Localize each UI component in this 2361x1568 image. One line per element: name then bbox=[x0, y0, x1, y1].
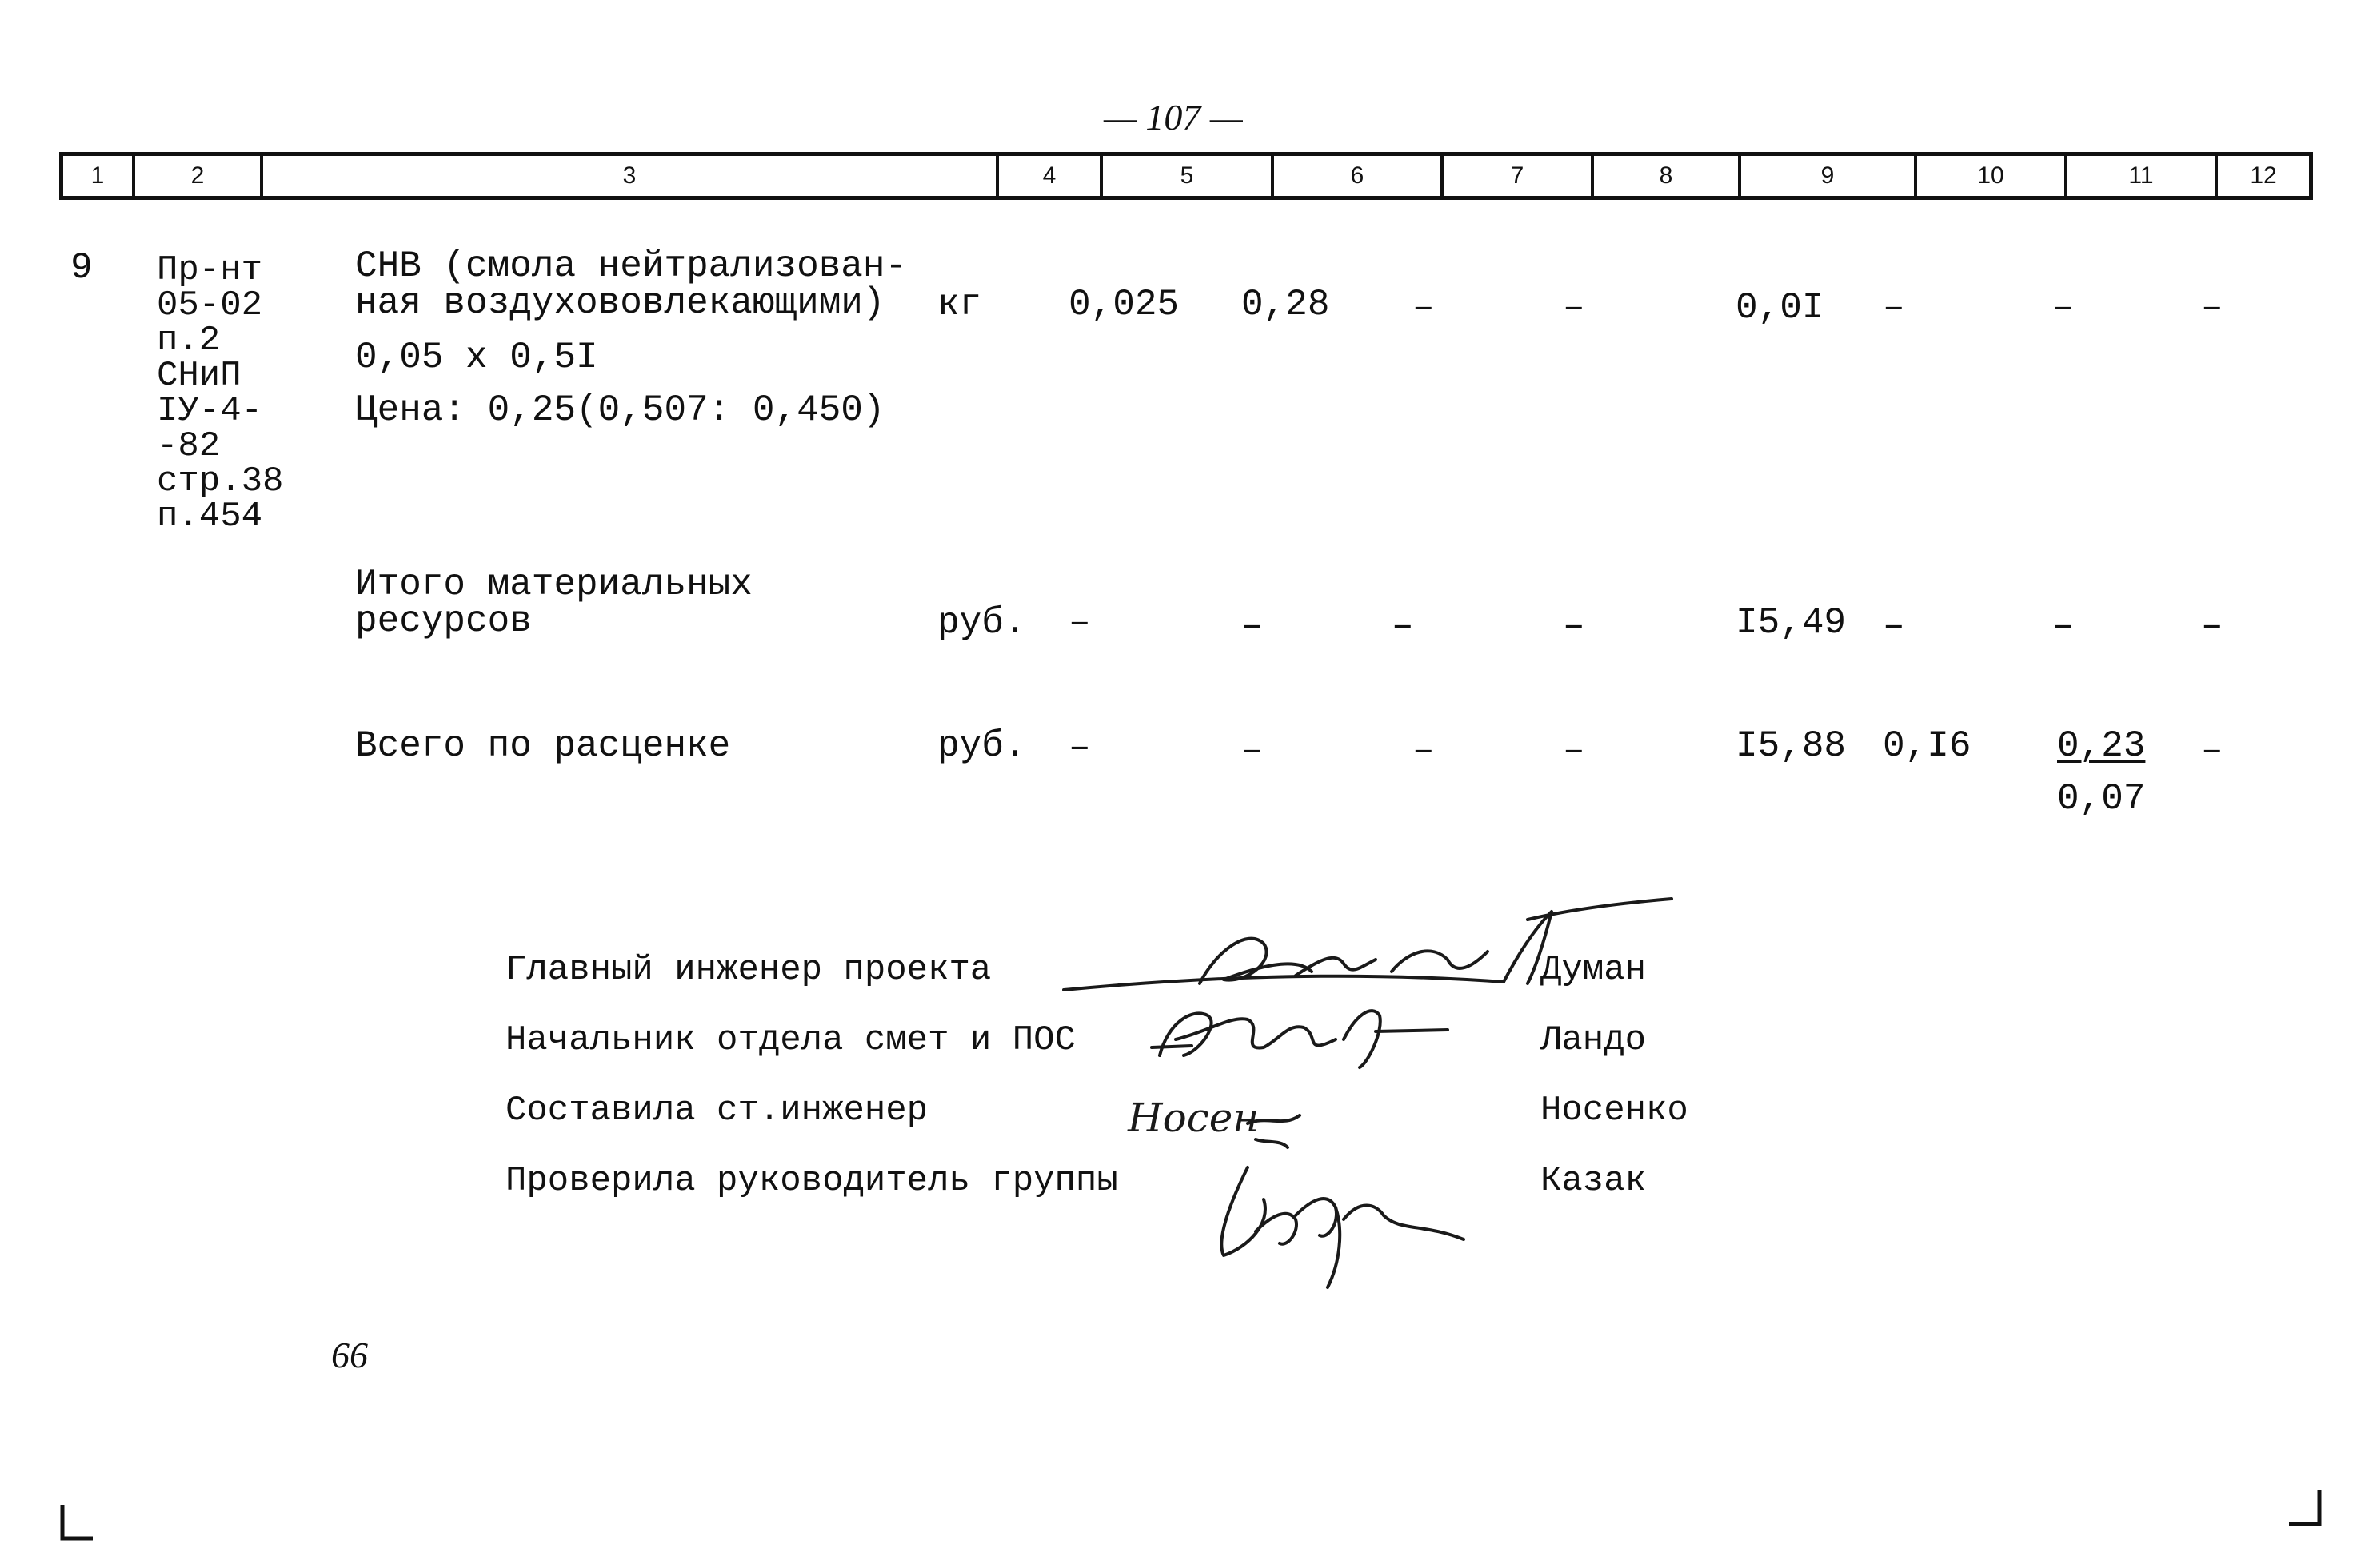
column-header-6: 6 bbox=[1271, 156, 1440, 196]
crop-mark-left bbox=[56, 1503, 104, 1543]
total-materials-unit: руб. bbox=[937, 602, 1026, 644]
column-header-4: 4 bbox=[996, 156, 1100, 196]
unit: кг bbox=[937, 284, 982, 325]
total-materials-col7: – bbox=[1392, 605, 1414, 647]
col8-value: – bbox=[1563, 287, 1585, 329]
total-materials-label bbox=[355, 566, 753, 640]
rate-code-line: 05-02 bbox=[157, 285, 263, 325]
quantity-formula: 0,05 x 0,5I bbox=[355, 337, 598, 378]
signature-name-3: Носенко bbox=[1540, 1091, 1688, 1131]
total-materials-col8: – bbox=[1563, 605, 1585, 647]
price-formula: Цена: 0,25(0,507: 0,450) bbox=[355, 389, 885, 431]
col9-value: 0,0I bbox=[1736, 287, 1824, 329]
signature-role-2: Начальник отдела смет и ПОС bbox=[505, 1020, 1076, 1060]
rate-code-line: п.2 bbox=[157, 321, 221, 361]
total-rate-col11-bottom: 0,07 bbox=[2057, 778, 2146, 820]
column-header-10: 10 bbox=[1914, 156, 2064, 196]
column-header-5: 5 bbox=[1100, 156, 1271, 196]
col7-value: – bbox=[1412, 287, 1435, 329]
col10-value: – bbox=[1883, 287, 1905, 329]
column-header-8: 8 bbox=[1591, 156, 1738, 196]
total-rate-col10: 0,I6 bbox=[1883, 725, 1971, 767]
column-header-2: 2 bbox=[132, 156, 260, 196]
total-materials-col6: – bbox=[1241, 605, 1264, 647]
rate-code-line: IУ-4- bbox=[157, 391, 263, 431]
row-number: 9 bbox=[70, 247, 93, 289]
signature-name-4: Казак bbox=[1540, 1161, 1647, 1201]
total-materials-col12: – bbox=[2201, 605, 2223, 647]
total-rate-col5: – bbox=[1069, 727, 1091, 768]
rate-code bbox=[157, 250, 284, 537]
material-name bbox=[355, 245, 908, 324]
rate-code-line: СНиП bbox=[157, 356, 242, 396]
signature-name-2: Ландо bbox=[1540, 1020, 1647, 1060]
total-rate-label: Всего по расценке bbox=[355, 725, 731, 767]
total-rate-col11-top: 0,23 bbox=[2057, 725, 2146, 767]
col5-value: 0,025 bbox=[1069, 284, 1180, 325]
col12-value: – bbox=[2201, 287, 2223, 329]
col11-value: – bbox=[2052, 287, 2075, 329]
total-materials-line: ресурсов bbox=[355, 600, 532, 642]
crop-mark-right bbox=[2279, 1489, 2327, 1529]
column-header-3: 3 bbox=[260, 156, 996, 196]
column-header-11: 11 bbox=[2064, 156, 2215, 196]
column-header-7: 7 bbox=[1440, 156, 1591, 196]
total-materials-col9: I5,49 bbox=[1736, 602, 1847, 644]
handwritten-signature-4 bbox=[1200, 1151, 1488, 1295]
total-rate-col12: – bbox=[2201, 730, 2223, 772]
total-rate-col8: – bbox=[1563, 730, 1585, 772]
signature-3-handwriting: Носен bbox=[1128, 1095, 1260, 1141]
rate-code-line: стр.38 bbox=[157, 461, 284, 501]
material-name-line: ная воздухововлекающими) bbox=[355, 282, 885, 324]
material-name-line: СНВ (смола нейтрализован- bbox=[355, 245, 908, 287]
page-number: — 107 — bbox=[1104, 97, 1243, 138]
total-materials-col5: – bbox=[1069, 602, 1091, 644]
total-rate-col7: – bbox=[1412, 730, 1435, 772]
total-rate-col6: – bbox=[1241, 730, 1264, 772]
signature-role-4: Проверила руководитель группы bbox=[505, 1161, 1118, 1201]
rate-code-line: -82 bbox=[157, 426, 221, 466]
rate-code-line: п.454 bbox=[157, 497, 263, 537]
column-header-row bbox=[59, 152, 2313, 200]
footer-mark: 66 bbox=[331, 1335, 368, 1375]
column-header-9: 9 bbox=[1738, 156, 1914, 196]
total-materials-col11: – bbox=[2052, 605, 2075, 647]
signature-name-1: Думан bbox=[1540, 950, 1647, 990]
signature-role-1: Главный инженер проекта bbox=[505, 950, 992, 990]
signature-role-3: Составила ст.инженер bbox=[505, 1091, 929, 1131]
handwritten-signature-3 bbox=[1128, 1075, 1320, 1163]
total-rate-col9: I5,88 bbox=[1736, 725, 1847, 767]
rate-code-line: Пр-нт bbox=[157, 250, 263, 290]
total-materials-col10: – bbox=[1883, 605, 1905, 647]
total-rate-unit: руб. bbox=[937, 725, 1026, 767]
col6-value: 0,28 bbox=[1241, 284, 1330, 325]
column-header-1: 1 bbox=[90, 162, 105, 189]
total-materials-line: Итого материальных bbox=[355, 564, 753, 605]
handwritten-signature-2 bbox=[1144, 991, 1464, 1071]
column-header-12: 12 bbox=[2215, 156, 2309, 196]
handwritten-signature-1 bbox=[1056, 896, 1696, 1007]
